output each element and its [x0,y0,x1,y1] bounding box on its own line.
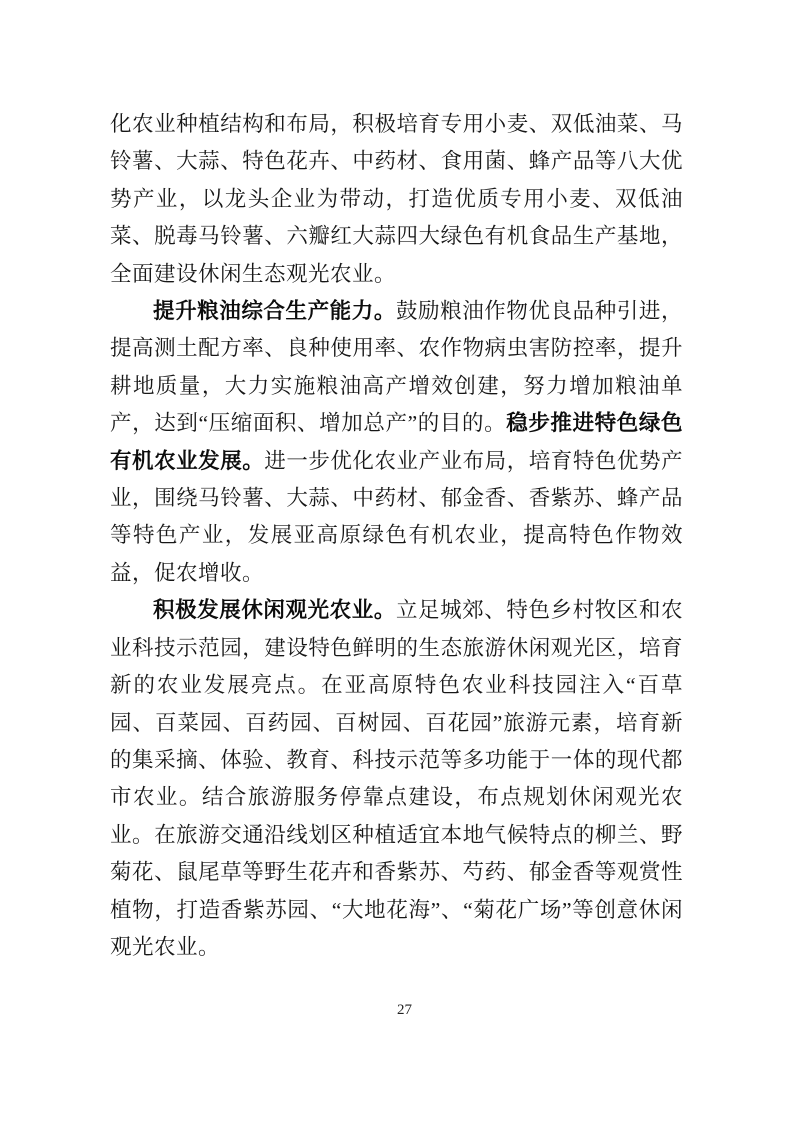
document-body [110,106,683,966]
bold-topic-sentence: 提升粮油综合生产能力。 [153,299,396,324]
bold-topic-sentence: 积极发展休闲观光农业。 [153,598,396,623]
body-text-run: 进一步优化农业产业布局，培育特色优势产业，围绕马铃薯、大蒜、中药材、郁金香、香紫苏、蜂产品等特色产业，发展亚高原绿色有机农业，提高特色作物效益，促农增收。 [110,448,683,585]
page-number: 27 [397,1002,412,1018]
paragraph-grain-oil-capacity [110,293,683,592]
body-text-run: 化农业种植结构和布局，积极培育专用小麦、双低油菜、马铃薯、大蒜、特色花卉、中药材、食用菌、蜂产品等八大优势产业，以龙头企业为带动，打造优质专用小麦、双低油菜、脱毒马铃薯、六瓣红大蒜四大绿色有机食品生产基地，全面建设休闲生态观光农业。 [110,112,683,286]
body-text-run: 立足城郊、特色乡村牧区和农业科技示范园，建设特色鲜明的生态旅游休闲观光区，培育新的农业发展亮点。在亚高原特色农业科技园注入“百草园、百菜园、百药园、百树园、百花园”旅游元素，培育新的集采摘、体验、教育、科技示范等多功能于一体的现代都市农业。结合旅游服务停靠点建设，布点规划休闲观光农业。在旅游交通沿线划区种植适宜本地气候特点的柳兰、野菊花、鼠尾草等野生花卉和香紫苏、芍药、郁金香等观赏性植物，打造香紫苏园、“大地花海”、“菊花广场”等创意休闲观光农业。 [110,598,683,959]
paragraph-leisure-sightseeing-agriculture [110,592,683,966]
body-text-run: 鼓励粮油作物优良品种引进，提高测土配方率、良种使用率、农作物病虫害防控率，提升耕地质量，大力实施粮油高产增效创建，努力增加粮油单产，达到“压缩面积、增加总产”的目的。 [110,299,683,436]
bold-topic-sentence: 稳步推进特色绿色有机农业发展。 [110,411,683,473]
paragraph-continuation [110,106,683,293]
